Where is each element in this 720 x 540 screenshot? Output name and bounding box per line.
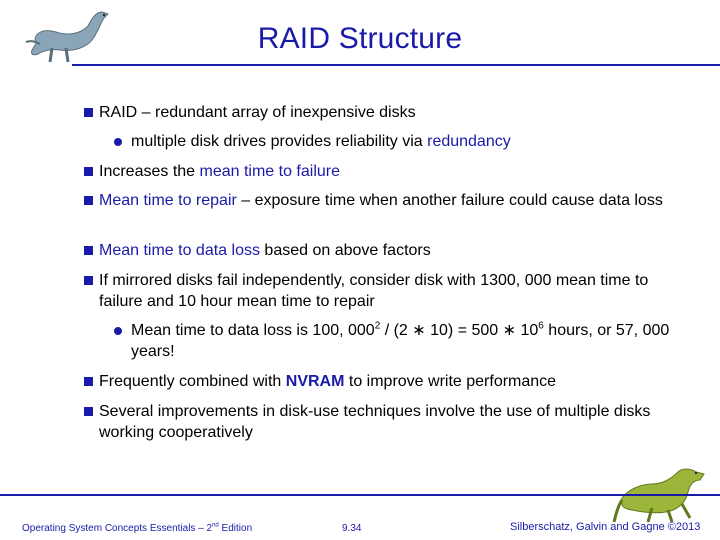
bullet-text: If mirrored disks fail independently, consider disk with 1300, 000 mean time to failure and 10 hour mean time to repair — [99, 272, 649, 310]
bullet-mirrored-disks — [84, 270, 684, 312]
footer-edition-text: Edition — [218, 523, 253, 534]
square-bullet-icon — [84, 377, 93, 386]
round-bullet-icon — [114, 327, 122, 335]
round-bullet-icon — [114, 138, 122, 146]
footer-book-title — [22, 523, 252, 534]
bullet-mttdl — [84, 240, 684, 261]
bullet-raid-definition — [84, 102, 684, 123]
highlight-mttf: mean time to failure — [199, 163, 341, 180]
subbullet-text: multiple disk drives provides reliability via — [131, 133, 428, 150]
square-bullet-icon — [84, 246, 93, 255]
calc-exponent-2: 6 — [538, 320, 544, 332]
square-bullet-icon — [84, 276, 93, 285]
highlight-nvram: NVRAM — [285, 373, 345, 390]
square-bullet-icon — [84, 108, 93, 117]
bullet-mttf — [84, 161, 684, 182]
calc-text-3: hours, or 57, 000 years! — [131, 322, 670, 360]
title-divider — [72, 64, 720, 66]
highlight-mttr: Mean time to repair — [99, 192, 237, 209]
bullet-text: Several improvements in disk-use techniques involve the use of multiple disks working cooperatively — [99, 403, 651, 441]
subbullet-calculation — [114, 320, 674, 362]
footer-edition-sup: nd — [212, 522, 219, 529]
bullet-text: – exposure time when another failure could cause data loss — [236, 192, 663, 209]
calc-exponent-1: 2 — [374, 320, 381, 332]
slide-title: RAID Structure — [257, 22, 463, 55]
footer-divider — [0, 494, 720, 496]
highlight-redundancy: redundancy — [427, 133, 511, 150]
bullet-mttr — [84, 190, 684, 211]
bullet-text: RAID – redundant array of inexpensive disks — [99, 104, 416, 121]
bullet-nvram — [84, 371, 684, 392]
footer-page-number: 9.34 — [342, 523, 362, 534]
square-bullet-icon — [84, 167, 93, 176]
subbullet-redundancy — [114, 131, 674, 152]
footer-book-title-text: Operating System Concepts Essentials – 2 — [22, 523, 213, 534]
calc-text-2: / (2 ∗ 10) = 500 ∗ 10 — [380, 322, 539, 339]
bullet-improvements — [84, 401, 684, 443]
bullet-text: based on above factors — [259, 242, 431, 259]
highlight-mttdl: Mean time to data loss — [99, 242, 260, 259]
square-bullet-icon — [84, 407, 93, 416]
square-bullet-icon — [84, 196, 93, 205]
bullet-text: Frequently combined with — [99, 373, 286, 390]
bullet-text-tail: to improve write performance — [344, 373, 557, 390]
bullet-text: Increases the — [99, 163, 200, 180]
calc-text-1: Mean time to data loss is 100, 000 — [131, 322, 375, 339]
footer-authors: Silberschatz, Galvin and Gagne ©2013 — [510, 521, 701, 533]
